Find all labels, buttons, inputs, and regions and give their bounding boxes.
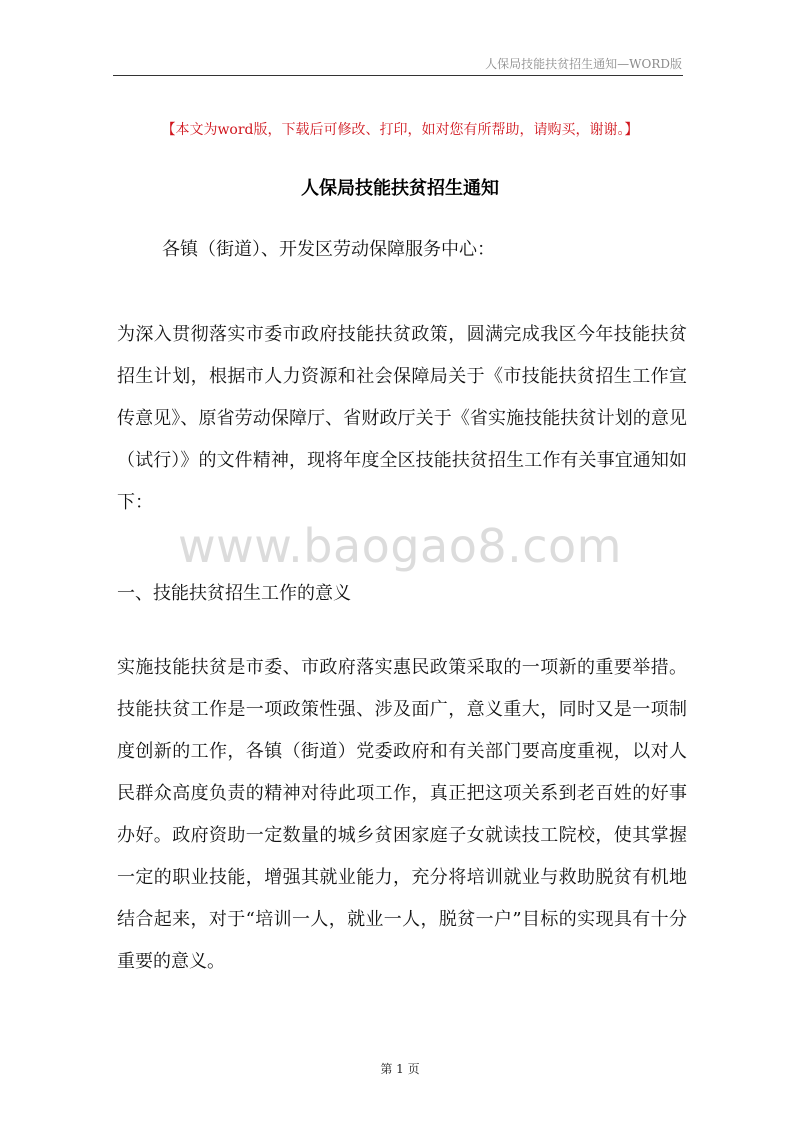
header-divider [113,75,683,76]
watermark: www.baogao8.com [178,519,622,573]
document-title: 人保局技能扶贫招生通知 [301,178,499,199]
intro-paragraph: 为深入贯彻落实市委市政府技能扶贫政策，圆满完成我区今年技能扶贫招生计划，根据市人力资源和社会保障局关于《市技能扶贫招生工作宣传意见》、原省劳动保障厅、省财政厅关于《省实施技能扶贫计划的意见（试行）》的文件精神，现将年度全区技能扶贫招生工作有关事宜通知如下： [117,324,687,513]
download-notice: 【本文为word版，下载后可修改、打印，如对您有所帮助，请购买，谢谢。】 [161,122,639,138]
section-body-1: 实施技能扶贫是市委、市政府落实惠民政策采取的一项新的重要举措。技能扶贫工作是一项政策性强、涉及面广，意义重大，同时又是一项制度创新的工作，各镇（街道）党委政府和有关部门要高度重视，以对人民群众高度负责的精神对待此项工作，真正把这项关系到老百姓的好事办好。政府资助一定数量的城乡贫困家庭子女就读技工院校，使其掌握一定的职业技能，增强其就业能力，充分将培训就业与救助脱贫有机地结合起来，对于“培训一人，就业一人，脱贫一户”目标的实现具有十分重要的意义。 [117,657,687,972]
page-number: 第 1 页 [380,1062,420,1076]
running-header: 人保局技能扶贫招生通知—WORD版 [485,57,682,71]
salutation: 各镇（街道）、开发区劳动保障服务中心： [162,239,495,260]
section-heading-1: 一、技能扶贫招生工作的意义 [117,583,351,604]
